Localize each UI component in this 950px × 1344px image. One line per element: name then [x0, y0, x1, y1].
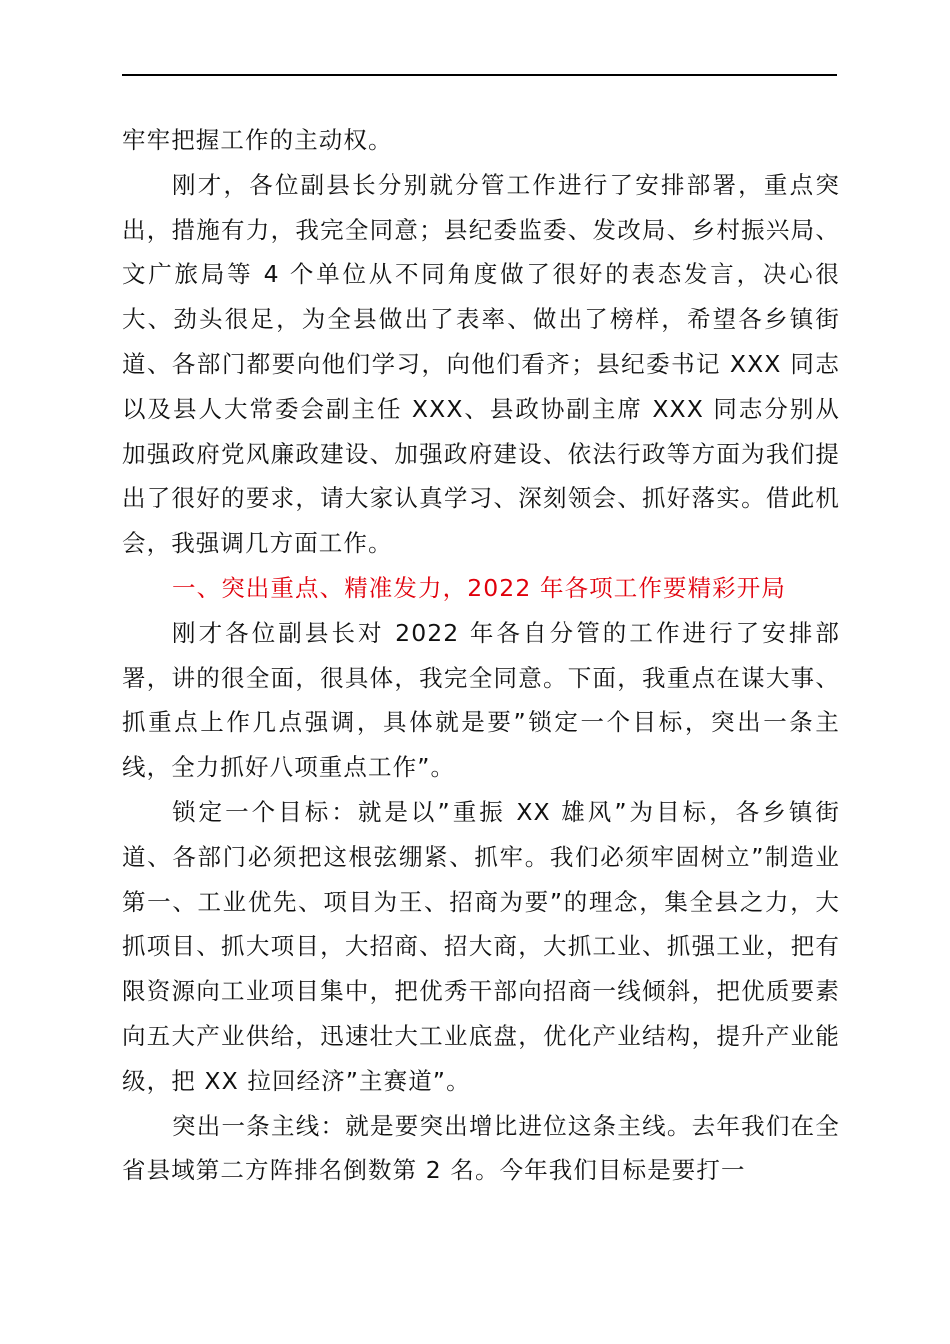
- paragraph-main-line: 突出一条主线：就是要突出增比进位这条主线。去年我们在全省县域第二方阵排名倒数第 2 名。今年我们目标是要打一: [122, 1111, 840, 1185]
- paragraph-continuation: 牢牢把握工作的主动权。: [122, 126, 393, 154]
- document-body: [122, 118, 840, 1193]
- paragraph-meeting-summary: 刚才，各位副县长分别就分管工作进行了安排部署，重点突出，措施有力，我完全同意；县纪委监委、发改局、乡村振兴局、文广旅局等 4 个单位从不同角度做了很好的表态发言，决心很大、劲头很足，为全县做出了表率、做出了榜样，希望各乡镇街道、各部门都要向他们学习，向他们看齐；县纪委书记 XXX 同志以及县人大常委会副主任 XXX、县政协副主席 XXX 同志分别从加强政府党风廉政建设、加强政府建设、依法行政等方面为我们提出了很好的要求，请大家认真学习、深刻领会、抓好落实。借此机会，我强调几方面工作。: [122, 170, 840, 558]
- paragraph-target: 锁定一个目标：就是以”重振 XX 雄风”为目标，各乡镇街道、各部门必须把这根弦绷紧、抓牢。我们必须牢固树立”制造业第一、工业优先、项目为王、招商为要”的理念，集全县之力，大抓项目、抓大项目，大招商、招大商，大抓工业、抓强工业，把有限资源向工业项目集中，把优秀干部向招商一线倾斜，把优质要素向五大产业供给，迅速壮大工业底盘，优化产业结构，提升产业能级，把 XX 拉回经济”主赛道”。: [122, 797, 840, 1095]
- section-heading: 一、突出重点、精准发力，2022 年各项工作要精彩开局: [172, 573, 786, 602]
- paragraph-key-work: 刚才各位副县长对 2022 年各自分管的工作进行了安排部署，讲的很全面，很具体，我完全同意。下面，我重点在谋大事、抓重点上作几点强调，具体就是要”锁定一个目标，突出一条主线，全力抓好八项重点工作”。: [122, 618, 840, 782]
- header-rule: [122, 74, 837, 76]
